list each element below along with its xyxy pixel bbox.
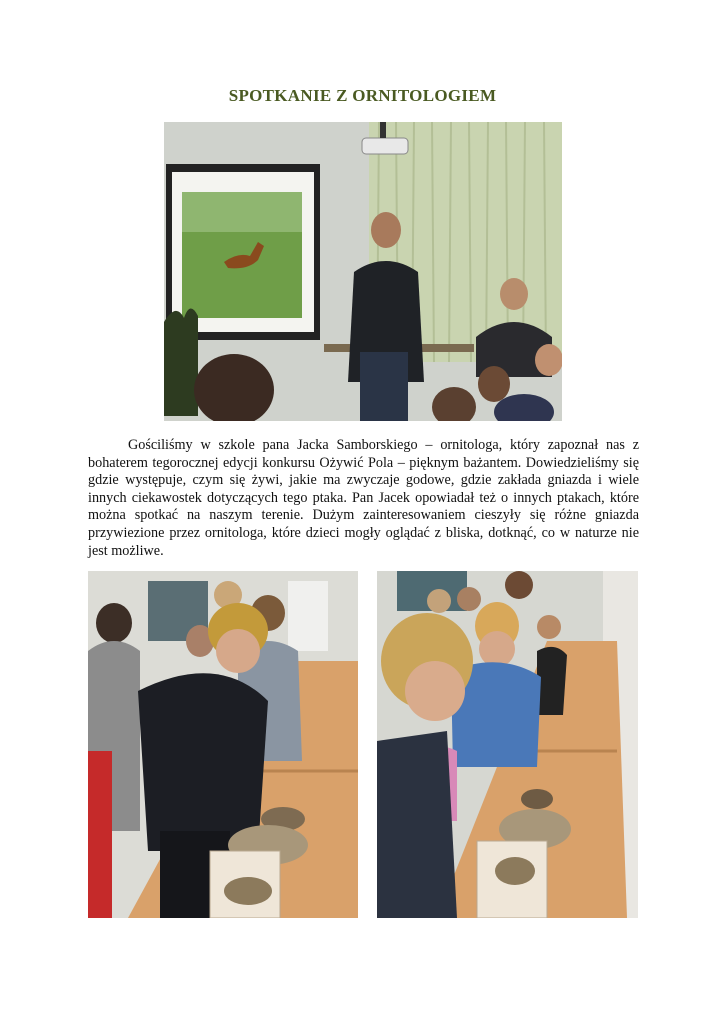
article-paragraph: Gościliśmy w szkole pana Jacka Samborskiego – ornitologa, który zapoznał nas z bohaterem tegorocznej edycji konkursu Ożywić Pola – pięknym bażantem. Dowiedzieliśmy się gdzie występuje, czym się żywi, jakie ma zwyczaje godowe, gdzie zakłada gniazda i wiele innych ciekawostek dotyczących tego ptaka. Pan Jacek opowiadał też o innych ptakach, które można spotkać na naszym terenie. Dużym zainteresowaniem cieszyły się różne gniazda przywiezione przez ornitologa, które dzieci mogły oglądać z bliska, dotknąć, co w naturze nie jest możliwe. [88, 437, 639, 559]
nests-photo-right [377, 571, 638, 918]
nests-photo-left [88, 571, 358, 918]
page-title: SPOTKANIE Z ORNITOLOGIEM [228, 86, 497, 105]
lecture-photo [164, 122, 562, 421]
